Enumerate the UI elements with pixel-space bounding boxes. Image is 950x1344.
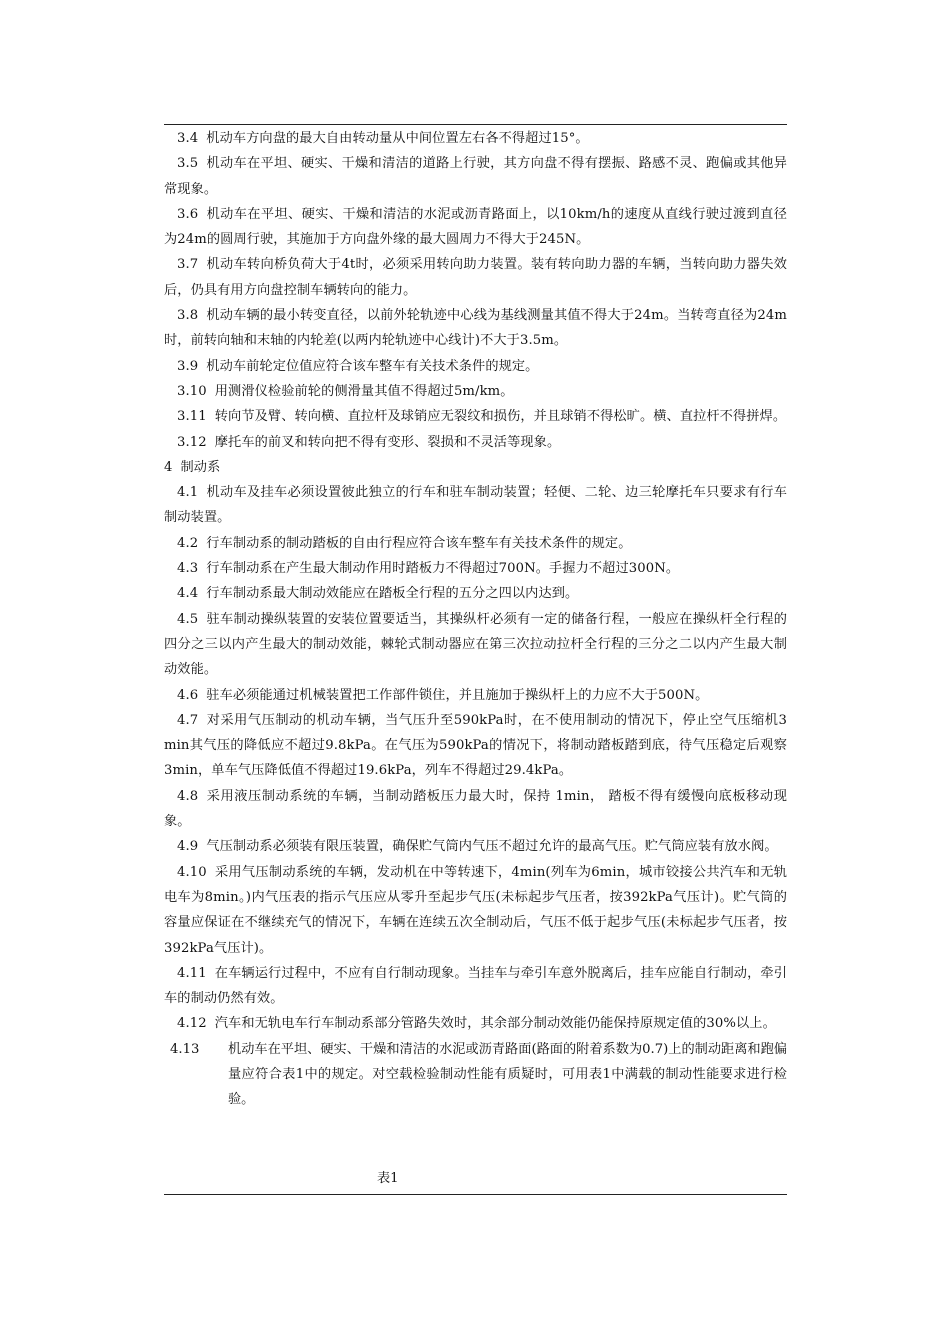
clause-number: 4.9 [177, 839, 199, 855]
clause-number: 4.12 [177, 1016, 207, 1032]
clause-text: 行车制动系的制动踏板的自由行程应符合该车整车有关技术条件的规定。 [206, 535, 632, 551]
clause-text: 采用气压制动系统的车辆，发动机在中等转速下，4min(列车为6min，城市铰接公共汽车和无轨电车为8min。)内气压表的指示气压应从零升至起步气压(未标起步气压者，按392kPa气压计)。贮气筒的容量应保证在不继续充气的情况下，车辆在连续五次全制动后，气压不低于起步气压(未标起步气压者，按392kPa气压计)。 [164, 864, 787, 956]
clause-number: 4.6 [177, 687, 199, 703]
clause-text: 机动车辆的最小转变直径，以前外轮轨迹中心线为基线测量其值不得大于24m。当转弯直径为24m时，前转向轴和末轴的内轮差(以两内轮轨迹中心线计)不大于3.5m。 [164, 308, 787, 349]
clause-paragraph [164, 480, 787, 531]
clause-number: 3.4 [177, 131, 199, 146]
clause-paragraph [164, 126, 787, 151]
clause-text: 机动车在平坦、硬实、干燥和清洁的水泥或沥青路面(路面的附着系数为0.7)上的制动距离和跑偏量应符合表1中的规定。对空载检验制动性能有质疑时，可用表1中满载的制动性能要求进行检验。 [228, 1041, 787, 1108]
clause-paragraph [164, 379, 787, 404]
clause-number: 3.8 [177, 308, 199, 324]
clause-number: 4 [164, 459, 173, 475]
clause-number: 3.12 [177, 434, 207, 450]
clause-paragraph [164, 556, 787, 581]
clause-text: 采用液压制动系统的车辆，当制动踏板压力最大时，保持 1min， 踏板不得有缓慢向底板移动现象。 [164, 788, 787, 830]
clause-text: 机动车方向盘的最大自由转动量从中间位置左右各不得超过15°。 [206, 131, 589, 146]
clause-paragraph [164, 531, 787, 556]
clause-text: 转向节及臂、转向横、直拉杆及球销应无裂纹和损伤，并且球销不得松旷。横、直拉杆不得拼焊。 [214, 409, 787, 425]
clause-paragraph [164, 404, 787, 429]
clause-paragraph [164, 961, 787, 1012]
clause-number: 4.2 [177, 535, 199, 551]
clause-paragraph [164, 683, 787, 708]
clause-paragraph [164, 834, 787, 859]
clause-paragraph [164, 860, 787, 961]
clause-paragraph [164, 708, 787, 784]
clause-number: 4.5 [177, 611, 199, 627]
clause-number: 4.13 [170, 1041, 200, 1057]
clause-text: 制动系 [180, 459, 221, 475]
clause-paragraph [164, 784, 787, 835]
clause-text: 汽车和无轨电车行车制动系部分管路失效时，其余部分制动效能仍能保持原规定值的30%以上。 [214, 1016, 776, 1032]
clause-paragraph [164, 430, 787, 455]
clause-text: 机动车前轮定位值应符合该车整车有关技术条件的规定。 [206, 358, 539, 374]
clause-text: 在车辆运行过程中，不应有自行制动现象。当挂车与牵引车意外脱离后，挂车应能自行制动，牵引车的制动仍然有效。 [164, 965, 787, 1007]
clause-text: 摩托车的前叉和转向把不得有变形、裂损和不灵活等现象。 [214, 434, 561, 450]
clause-paragraph [164, 303, 787, 354]
clause-paragraph [164, 151, 787, 202]
clause-number: 4.10 [177, 864, 207, 880]
clause-paragraph [164, 581, 787, 606]
clause-text: 用测滑仪检验前轮的侧滑量其值不得超过5m/km。 [214, 383, 514, 399]
clause-text: 机动车及挂车必须设置彼此独立的行车和驻车制动装置；轻便、二轮、边三轮摩托车只要求有行车制动装置。 [164, 485, 787, 526]
clause-text: 对采用气压制动的机动车辆，当气压升至590kPa时，在不使用制动的情况下，停止空气压缩机3 min其气压的降低应不超过9.8kPa。在气压为590kPa的情况下，将制动踏板踏到底，待气压稳定后观察3min，单车气压降低值不得超过19.6kPa，列车不得超过29.4kPa。 [164, 712, 787, 779]
table-caption: 表1 [377, 1171, 399, 1186]
section-heading [164, 455, 787, 480]
clause-text: 机动车在平坦、硬实、干燥和清洁的道路上行驶，其方向盘不得有摆振、路感不灵、跑偏或其他异常现象。 [164, 156, 787, 197]
document-body [164, 126, 787, 1113]
clause-text: 机动车在平坦、硬实、干燥和清洁的水泥或沥青路面上，以10km/h的速度从直线行驶过渡到直径为24m的圆周行驶，其施加于方向盘外缘的最大圆周力不得大于245N。 [164, 206, 787, 248]
clause-paragraph [164, 1011, 787, 1036]
clause-text: 行车制动系在产生最大制动作用时踏板力不得超过700N。手握力不超过300N。 [206, 561, 680, 577]
clause-number: 3.7 [177, 257, 199, 273]
clause-number: 3.9 [177, 358, 199, 374]
clause-text: 气压制动系必须装有限压装置，确保贮气筒内气压不超过允许的最高气压。贮气筒应装有放水阀。 [206, 839, 778, 855]
clause-text: 行车制动系最大制动效能应在踏板全行程的五分之四以内达到。 [206, 586, 579, 602]
paragraph-list [164, 126, 787, 1037]
clause-paragraph [164, 202, 787, 253]
clause-number: 3.6 [177, 206, 199, 222]
clause-text: 驻车制动操纵装置的安装位置要适当，其操纵杆必须有一定的储备行程，一般应在操纵杆全行程的四分之三以内产生最大的制动效能，棘轮式制动器应在第三次拉动拉杆全行程的三分之二以内产生最大制动效能。 [164, 611, 787, 678]
clause-paragraph [164, 607, 787, 683]
clause-number: 4.3 [177, 561, 199, 577]
clause-number: 4.7 [177, 712, 199, 728]
bottom-rule [164, 1194, 787, 1195]
paragraph-4-13 [170, 1037, 787, 1113]
clause-number: 4.8 [177, 788, 199, 804]
clause-paragraph [164, 252, 787, 303]
clause-paragraph [164, 354, 787, 379]
clause-text: 驻车必须能通过机械装置把工作部件锁住，并且施加于操纵杆上的力应不大于500N。 [206, 687, 709, 703]
clause-number: 4.1 [177, 485, 199, 501]
clause-number: 4.4 [177, 586, 199, 602]
clause-number: 4.11 [177, 965, 207, 981]
clause-number: 3.11 [177, 409, 207, 425]
clause-number: 3.5 [177, 156, 199, 172]
clause-number: 3.10 [177, 383, 207, 399]
top-rule [164, 124, 787, 125]
clause-text: 机动车转向桥负荷大于4t时，必须采用转向助力装置。装有转向助力器的车辆，当转向助力器失效后，仍具有用方向盘控制车辆转向的能力。 [164, 257, 787, 298]
